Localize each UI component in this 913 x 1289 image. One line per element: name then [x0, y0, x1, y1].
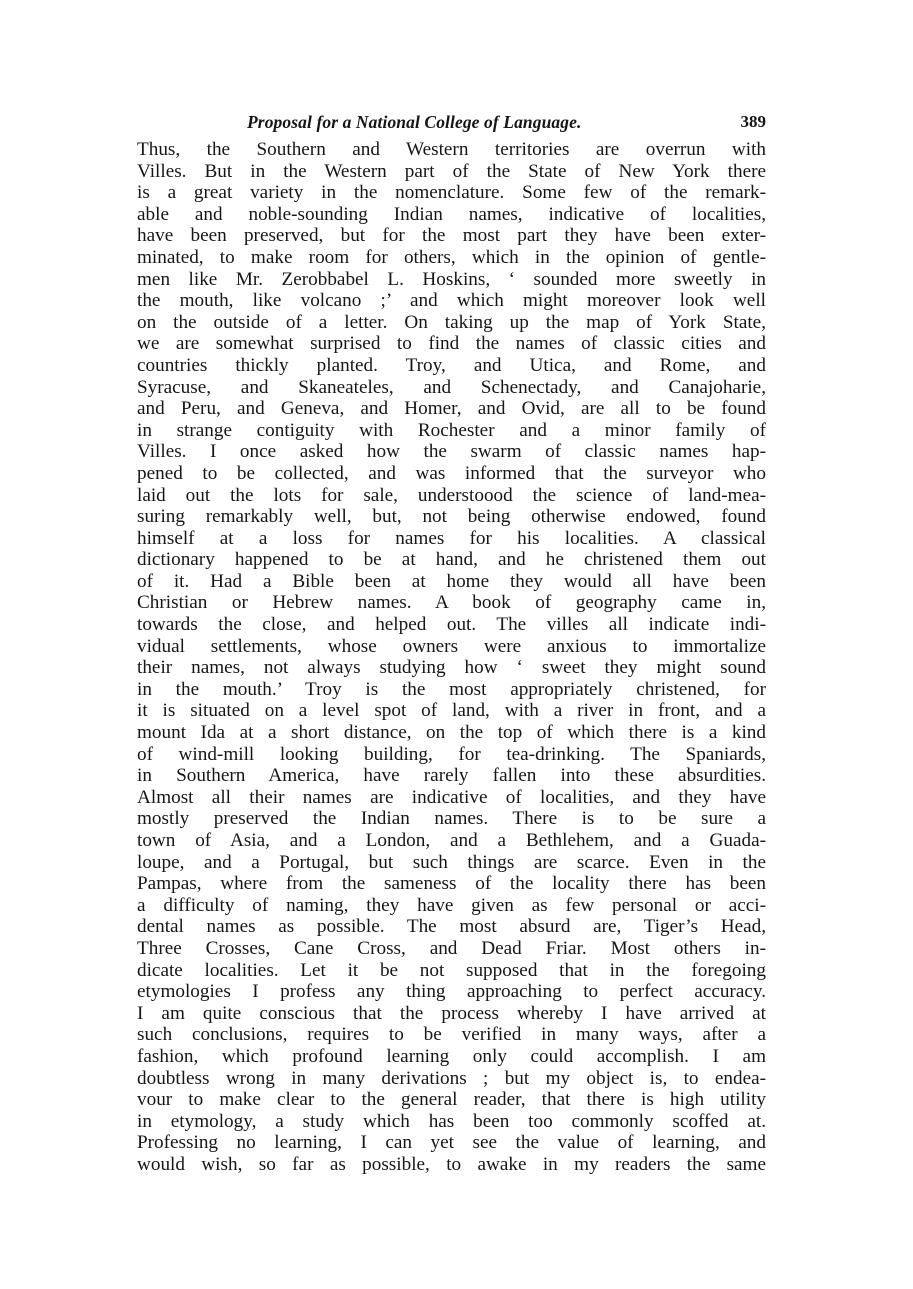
- text-line: vidual settlements, whose owners were anxious to immortalize: [137, 635, 766, 657]
- text-line: mostly preserved the Indian names. There is to be sure a: [137, 808, 766, 830]
- book-page: [137, 108, 766, 1176]
- text-line: in the mouth.’ Troy is the most appropriately christened, for: [137, 678, 766, 700]
- text-line: Syracuse, and Skaneateles, and Schenectady, and Canajoharie,: [137, 376, 766, 398]
- text-line: loupe, and a Portugal, but such things are scarce. Even in the: [137, 851, 766, 873]
- body-text: [137, 139, 766, 1176]
- text-line: in strange contiguity with Rochester and a minor family of: [137, 419, 766, 441]
- text-line: a difficulty of naming, they have given as few personal or acci-: [137, 894, 766, 916]
- text-line: dicate localities. Let it be not supposed that in the foregoing: [137, 959, 766, 981]
- text-line: vour to make clear to the general reader, that there is high utility: [137, 1089, 766, 1111]
- text-line: Thus, the Southern and Western territories are overrun with: [137, 139, 766, 160]
- text-line: able and noble-sounding Indian names, indicative of localities,: [137, 203, 766, 225]
- text-line: etymologies I profess any thing approaching to perfect accuracy.: [137, 981, 766, 1003]
- text-line: Christian or Hebrew names. A book of geography came in,: [137, 592, 766, 614]
- text-line: it is situated on a level spot of land, with a river in front, and a: [137, 700, 766, 722]
- text-line: of it. Had a Bible been at home they would all have been: [137, 570, 766, 592]
- text-line: men like Mr. Zerobbabel L. Hoskins, ‘ sounded more sweetly in: [137, 268, 766, 290]
- text-line: I am quite conscious that the process whereby I have arrived at: [137, 1002, 766, 1024]
- text-line: Villes. I once asked how the swarm of classic names hap-: [137, 441, 766, 463]
- text-line: dental names as possible. The most absurd are, Tiger’s Head,: [137, 916, 766, 938]
- text-line: town of Asia, and a London, and a Bethlehem, and a Guada-: [137, 830, 766, 851]
- text-line: the mouth, like volcano ;’ and which might moreover look well: [137, 290, 766, 312]
- text-line: laid out the lots for sale, understoood the science of land-mea-: [137, 484, 766, 506]
- text-line: we are somewhat surprised to find the names of classic cities and: [137, 333, 766, 355]
- page-number: 389: [740, 112, 766, 131]
- text-line: himself at a loss for names for his localities. A classical: [137, 527, 766, 549]
- text-line: their names, not always studying how ‘ sweet they might sound: [137, 657, 766, 679]
- text-line: dictionary happened to be at hand, and he christened them out: [137, 549, 766, 571]
- running-title: Proposal for a National College of Language.: [247, 112, 582, 132]
- text-line: in Southern America, have rarely fallen into these absurdities.: [137, 765, 766, 787]
- text-line: have been preserved, but for the most part they have been exter-: [137, 225, 766, 247]
- text-line: mount Ida at a short distance, on the top of which there is a kind: [137, 722, 766, 744]
- text-line: such conclusions, requires to be verified in many ways, after a: [137, 1024, 766, 1046]
- text-line: Three Crosses, Cane Cross, and Dead Friar. Most others in-: [137, 937, 766, 959]
- text-line: would wish, so far as possible, to awake in my readers the same: [137, 1153, 766, 1175]
- text-line: on the outside of a letter. On taking up the map of York State,: [137, 311, 766, 333]
- text-line: doubtless wrong in many derivations ; but my object is, to endea-: [137, 1067, 766, 1089]
- text-line: Professing no learning, I can yet see the value of learning, and: [137, 1132, 766, 1154]
- running-head: [137, 108, 766, 136]
- text-line: towards the close, and helped out. The villes all indicate indi-: [137, 614, 766, 636]
- text-line: of wind-mill looking building, for tea-drinking. The Spaniards,: [137, 743, 766, 765]
- text-line: Almost all their names are indicative of localities, and they have: [137, 786, 766, 808]
- text-line: in etymology, a study which has been too commonly scoffed at.: [137, 1110, 766, 1132]
- text-line: is a great variety in the nomenclature. Some few of the remark-: [137, 182, 766, 204]
- text-line: suring remarkably well, but, not being otherwise endowed, found: [137, 506, 766, 528]
- text-line: pened to be collected, and was informed that the surveyor who: [137, 462, 766, 484]
- text-line: fashion, which profound learning only could accomplish. I am: [137, 1045, 766, 1067]
- text-line: countries thickly planted. Troy, and Utica, and Rome, and: [137, 354, 766, 376]
- text-line: Villes. But in the Western part of the State of New York there: [137, 160, 766, 182]
- text-line: and Peru, and Geneva, and Homer, and Ovid, are all to be found: [137, 398, 766, 420]
- text-line: Pampas, where from the sameness of the locality there has been: [137, 873, 766, 895]
- text-line: minated, to make room for others, which in the opinion of gentle-: [137, 246, 766, 268]
